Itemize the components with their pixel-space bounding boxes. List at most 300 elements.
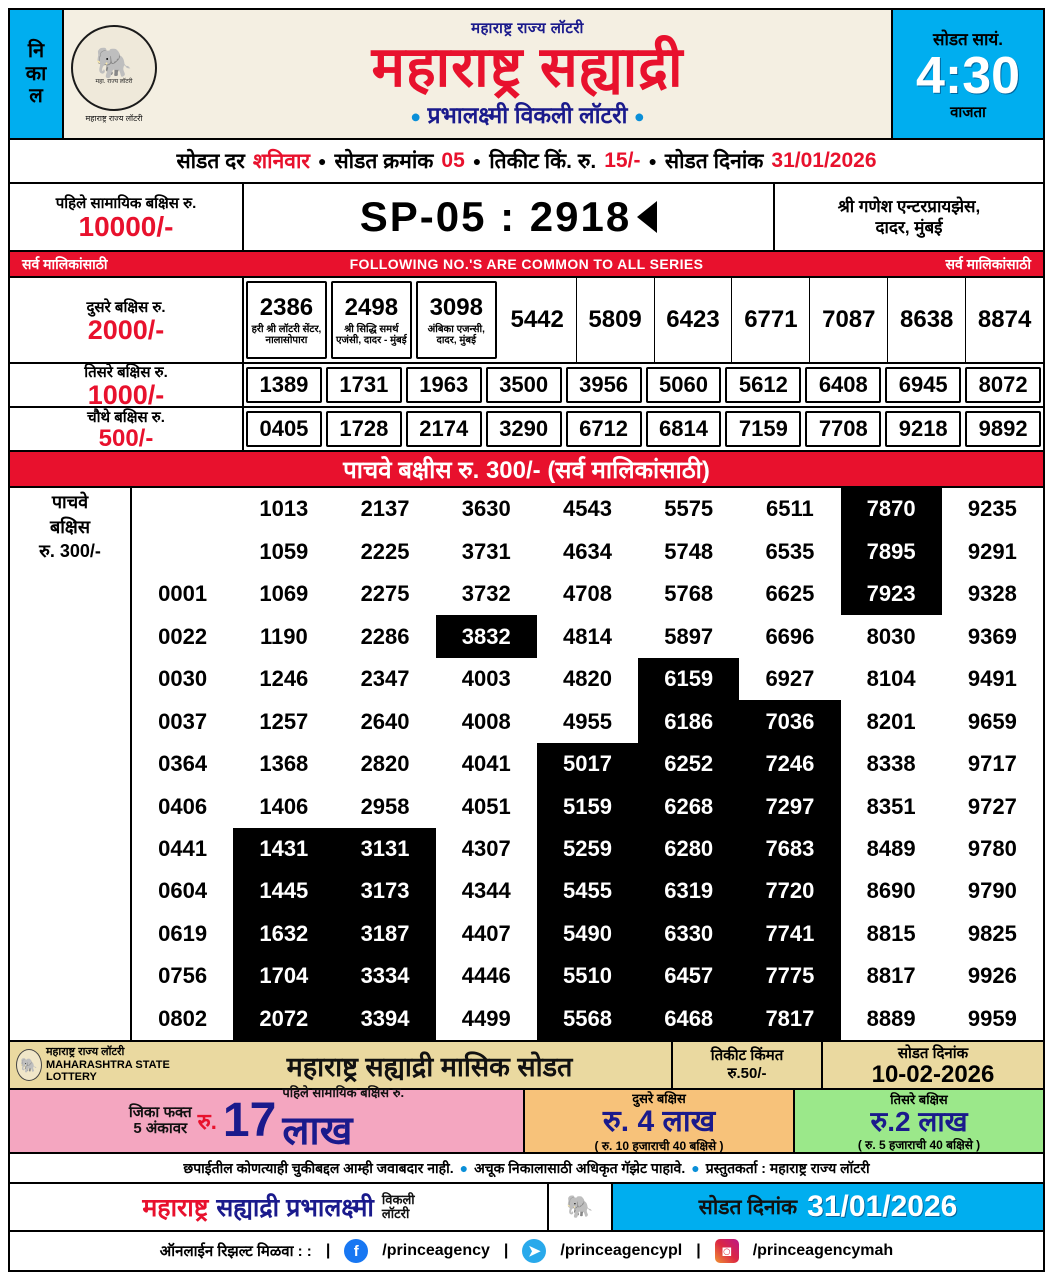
fourth-prize-number: 9892 xyxy=(978,416,1028,441)
fifth-prize-number: 6468 xyxy=(638,998,739,1040)
table-cell xyxy=(810,278,888,362)
fifth-prize-number: 1246 xyxy=(259,666,309,692)
disclaimer-text-a: छपाईतील कोणत्याही चुकीबद्दल आम्ही जवाबदार नाही. xyxy=(183,1159,454,1176)
common-right-text: सर्व मालिकांसाठी xyxy=(945,255,1031,272)
promo-rupee-label: रु. xyxy=(197,1109,217,1134)
second-prize-number: 2498 xyxy=(344,293,399,321)
third-prize-row xyxy=(10,364,1043,408)
second-prize-number: 8638 xyxy=(900,306,954,333)
fourth-prize-number: 1728 xyxy=(339,416,389,441)
draw-no-label: सोडत क्रमांक xyxy=(334,150,434,173)
monthly-prize-strip xyxy=(10,1085,1043,1154)
fifth-prize-number: 8201 xyxy=(866,708,916,734)
fifth-prize-number: 8338 xyxy=(866,751,916,777)
fifth-prize-number: 6159 xyxy=(638,658,739,700)
draw-info-bar xyxy=(10,140,1043,184)
scheme-subtitle-text: प्रभालक्ष्मी विकली लॉटरी xyxy=(427,101,628,128)
fourth-prize-number: 7708 xyxy=(818,416,868,441)
fifth-prize-number: 9659 xyxy=(967,708,1017,734)
fifth-prize-number: 9717 xyxy=(967,751,1017,777)
promo-only-label xyxy=(129,1105,192,1138)
fifth-prize-number: 1069 xyxy=(259,581,309,607)
third-prize-number: 5612 xyxy=(738,372,788,397)
fifth-prize-number: 7683 xyxy=(739,828,840,870)
table-cell xyxy=(732,278,810,362)
fifth-prize-number: 6511 xyxy=(766,496,814,522)
table-cell xyxy=(966,278,1043,362)
fifth-prize-number: 4407 xyxy=(461,920,511,946)
telegram-icon[interactable]: ➤ xyxy=(522,1239,546,1263)
fifth-prize-number: 1445 xyxy=(233,870,334,912)
fifth-prize-number: 9780 xyxy=(967,835,1017,861)
facebook-handle[interactable]: /princeagency xyxy=(382,1242,490,1259)
fifth-prize-number: 5259 xyxy=(537,828,638,870)
third-prize-amount: 1000/- xyxy=(87,379,165,410)
fifth-prize-number: 6280 xyxy=(638,828,739,870)
fifth-prize-number: 5768 xyxy=(664,581,714,607)
fifth-prize-number: 8815 xyxy=(866,920,916,946)
fifth-prize-column xyxy=(334,488,435,1040)
second-prize-number: 6423 xyxy=(666,306,720,333)
fifth-prize-number: 0406 xyxy=(158,793,208,819)
draw-time-label: सोडत सायं. xyxy=(933,29,1003,49)
fifth-prize-number: 9235 xyxy=(967,496,1017,522)
fifth-prize-column xyxy=(739,488,840,1040)
brand-name-part2: सह्याद्री प्रभालक्ष्मी xyxy=(216,1194,374,1222)
fifth-prize-number: 6268 xyxy=(638,785,739,827)
fifth-prize-banner: पाचवे बक्षीस रु. 300/- (सर्व मालिकांसाठी) xyxy=(10,452,1043,488)
draw-time-suffix: वाजता xyxy=(950,103,986,121)
table-cell xyxy=(577,278,655,362)
table-cell xyxy=(888,278,966,362)
fifth-prize-number: 2958 xyxy=(360,793,410,819)
fifth-prize-number: 6330 xyxy=(638,913,739,955)
second-promo-value: रु. 4 लाख xyxy=(602,1104,716,1138)
second-prize-number: 5809 xyxy=(588,306,642,333)
second-prize-promo xyxy=(525,1090,795,1152)
fourth-prize-number: 2174 xyxy=(419,416,469,441)
fourth-prize-numbers xyxy=(244,408,1043,450)
disclaimer-dot-1-icon: ● xyxy=(459,1160,469,1176)
fifth-prize-number-grid xyxy=(132,488,1043,1040)
fifth-prize-column xyxy=(132,488,233,1040)
draw-no-value: 05 xyxy=(441,149,465,172)
draw-date-label: सोडत दिनांक xyxy=(664,150,764,173)
fifth-prize-number: 3173 xyxy=(334,870,435,912)
bullet-right-icon: ● xyxy=(633,105,645,126)
fifth-prize-number: 1368 xyxy=(259,751,309,777)
fifth-prize-number: 2286 xyxy=(360,623,410,649)
fifth-prize-number: 2347 xyxy=(360,666,410,692)
table-cell xyxy=(246,411,322,447)
fifth-prize-number: 2072 xyxy=(233,998,334,1040)
fourth-prize-label-block xyxy=(10,408,244,450)
monthly-price-block xyxy=(671,1042,821,1088)
fifth-prize-number: 1013 xyxy=(259,496,309,522)
fifth-prize-number: 6252 xyxy=(638,743,739,785)
table-cell xyxy=(805,411,881,447)
fifth-prize-number: 9825 xyxy=(967,920,1017,946)
main-title: महाराष्ट्र सह्याद्री xyxy=(371,35,684,99)
third-prize-label: तिसरे बक्षिस रु. xyxy=(84,363,168,381)
fifth-prize-number: 5455 xyxy=(537,870,638,912)
fifth-prize-number: 3630 xyxy=(461,496,511,522)
fifth-prize-number: 5897 xyxy=(664,623,714,649)
fourth-prize-number: 3290 xyxy=(499,416,549,441)
nikal-label xyxy=(10,10,64,138)
third-prize-number: 1963 xyxy=(419,372,469,397)
common-left-text: सर्व मालिकांसाठी xyxy=(22,255,108,272)
fifth-prize-number: 5575 xyxy=(664,496,714,522)
table-cell xyxy=(646,411,722,447)
fifth-prize-number: 1257 xyxy=(259,708,309,734)
fifth-prize-number: 8489 xyxy=(866,835,916,861)
fourth-prize-number: 7159 xyxy=(738,416,788,441)
table-cell xyxy=(326,411,402,447)
fifth-prize-number: 5159 xyxy=(537,785,638,827)
fifth-prize-column xyxy=(841,488,942,1040)
promo-lakh-label: लाख xyxy=(282,1108,353,1153)
fifth-prize-number: 7895 xyxy=(841,530,942,572)
fifth-prize-number: 0022 xyxy=(158,623,208,649)
bullet-left-icon: ● xyxy=(410,105,422,126)
fifth-prize-number: 8690 xyxy=(866,878,916,904)
promo-caption: पहिले सामायिक बक्षिस रु. xyxy=(282,1085,405,1101)
first-prize-agent xyxy=(773,184,1043,250)
common-series-banner xyxy=(10,252,1043,278)
brand-name-part1: महाराष्ट्र xyxy=(142,1194,209,1222)
social-sep-3-icon: | xyxy=(696,1242,701,1259)
monthly-draw-strip xyxy=(10,1042,1043,1090)
draw-date-value: 31/01/2026 xyxy=(771,149,877,172)
first-prize-label-block xyxy=(10,184,244,250)
fifth-prize-number: 0756 xyxy=(158,963,208,989)
fifth-prize-number: 3131 xyxy=(334,828,435,870)
fifth-prize-number: 0802 xyxy=(158,1005,208,1031)
fifth-prize-number: 4008 xyxy=(461,708,511,734)
table-cell xyxy=(566,411,642,447)
common-mid-text: FOLLOWING NO.'S ARE COMMON TO ALL SERIES xyxy=(349,256,704,272)
fifth-prize-number: 2275 xyxy=(360,581,410,607)
fifth-prize-number: 9491 xyxy=(967,666,1017,692)
second-prize-agent: हरी श्री लॉटरी सेंटर, नालासोपारा xyxy=(251,323,322,346)
third-promo-value: रु.2 लाख xyxy=(870,1105,968,1137)
fifth-prize-number: 8889 xyxy=(866,1005,916,1031)
second-promo-title: दुसरे बक्षिस xyxy=(632,1090,686,1106)
fifth-prize-number: 6625 xyxy=(765,581,815,607)
ticket-price-value: 15/- xyxy=(604,149,641,172)
table-cell xyxy=(416,281,497,359)
third-prize-number: 3956 xyxy=(579,372,629,397)
fifth-prize-block xyxy=(10,488,1043,1042)
brand-date-value: 31/01/2026 xyxy=(807,1190,958,1223)
fifth-prize-number: 4051 xyxy=(461,793,511,819)
fifth-prize-number: 3732 xyxy=(461,581,511,607)
fifth-prize-column xyxy=(537,488,638,1040)
table-cell xyxy=(885,411,961,447)
brand-emblem-icon: 🐘 xyxy=(547,1184,613,1230)
second-prize-numbers xyxy=(244,278,1043,362)
monthly-logo-text: महाराष्ट्र राज्य लॉटरी MAHARASHTRA STATE LOTTERY xyxy=(45,1046,170,1084)
fifth-prize-number: 5568 xyxy=(537,998,638,1040)
fifth-prize-label-1: पाचवे xyxy=(51,492,89,512)
header xyxy=(10,10,1043,140)
fifth-prize-number: 4634 xyxy=(563,538,612,564)
fifth-prize-number: 9926 xyxy=(967,963,1017,989)
fifth-prize-number: 7246 xyxy=(739,743,840,785)
third-prize-number: 6945 xyxy=(898,372,948,397)
state-emblem-icon: 🐘 xyxy=(16,1049,42,1081)
fifth-prize-number: 7720 xyxy=(739,870,840,912)
fourth-prize-amount: 500/- xyxy=(98,425,154,452)
fifth-prize-number: 1704 xyxy=(233,955,334,997)
first-prize-row xyxy=(10,184,1043,252)
third-prize-number: 1731 xyxy=(339,372,389,397)
brand-bar xyxy=(10,1184,1043,1232)
ticket-price-label: तिकीट किं. रु. xyxy=(489,150,597,173)
fourth-prize-number: 9218 xyxy=(898,416,948,441)
fifth-prize-number: 0619 xyxy=(158,920,208,946)
first-prize-agent-line1: श्री गणेश एन्टरप्रायझेस, xyxy=(837,196,981,216)
third-promo-title: तिसरे बक्षिस xyxy=(890,1091,948,1107)
table-cell xyxy=(406,367,482,403)
fifth-prize-column xyxy=(942,488,1043,1040)
third-prize-number: 1389 xyxy=(259,372,309,397)
disclaimer-dot-2-icon: ● xyxy=(691,1160,700,1176)
fifth-prize-column xyxy=(638,488,739,1040)
fifth-prize-column xyxy=(436,488,537,1040)
fifth-prize-number: 6535 xyxy=(765,538,815,564)
fifth-prize-number: 4814 xyxy=(563,623,612,649)
social-sep-2-icon: | xyxy=(503,1242,509,1259)
fifth-prize-number: 4708 xyxy=(563,581,612,607)
promo-only-line1: जिका फक्त xyxy=(128,1103,192,1121)
second-promo-note: ( रु. 10 हजाराची 40 बक्षिसे ) xyxy=(594,1138,724,1153)
instagram-handle[interactable]: /princeagencymah xyxy=(752,1242,894,1259)
fifth-prize-number: 3832 xyxy=(436,615,537,657)
fifth-prize-number: 9727 xyxy=(967,793,1017,819)
third-prize-promo xyxy=(795,1090,1043,1152)
fifth-prize-number xyxy=(132,530,233,572)
fifth-prize-number: 3731 xyxy=(461,538,511,564)
fifth-prize-label-2: बक्षिस xyxy=(49,516,90,537)
fifth-prize-number: 5748 xyxy=(664,538,714,564)
social-bar xyxy=(10,1232,1043,1270)
second-prize-number: 6771 xyxy=(744,306,798,333)
fifth-prize-label-3: रु. 300/- xyxy=(39,541,101,562)
fifth-prize-number: 7297 xyxy=(739,785,840,827)
third-prize-number: 5060 xyxy=(659,372,708,397)
draw-day-label: सोडत दर xyxy=(176,150,245,173)
fifth-prize-number: 1632 xyxy=(233,913,334,955)
second-prize-number: 5442 xyxy=(510,306,564,333)
brand-name-part3: विकली लॉटरी xyxy=(381,1191,415,1221)
second-prize-agent: श्री सिद्धि समर्थ एजंसी, दादर - मुंबई xyxy=(336,323,407,346)
second-prize-number: 3098 xyxy=(429,293,483,321)
fifth-prize-number: 1406 xyxy=(259,793,309,819)
monthly-price-value: रु.50/- xyxy=(727,1065,767,1082)
draw-time-value: 4:30 xyxy=(915,46,1021,105)
fifth-prize-number: 7036 xyxy=(739,700,840,742)
fifth-prize-number: 7870 xyxy=(841,488,942,530)
fourth-prize-label: चौथे बक्षिस रु. xyxy=(87,409,165,426)
fifth-prize-number: 4344 xyxy=(461,878,511,904)
monthly-date-label: सोडत दिनांक xyxy=(897,1045,969,1062)
table-cell xyxy=(965,367,1041,403)
logo-caption: महाराष्ट्र राज्य लॉटरी xyxy=(85,113,143,123)
result-frame xyxy=(8,8,1045,1272)
fifth-prize-number: 5490 xyxy=(537,913,638,955)
instagram-icon[interactable]: ◙ xyxy=(715,1239,739,1263)
fifth-prize-number: 7923 xyxy=(841,573,942,615)
nikal-char-1: नि xyxy=(27,40,45,63)
social-sep-1-icon: | xyxy=(325,1242,331,1259)
fifth-prize-number: 2640 xyxy=(360,708,410,734)
table-cell xyxy=(246,281,327,359)
monthly-price-label: तिकीट किंमत xyxy=(710,1047,784,1064)
fifth-prize-number xyxy=(132,488,233,530)
fourth-prize-number: 6814 xyxy=(659,416,708,441)
fifth-prize-number: 0030 xyxy=(158,666,208,692)
brand-name-block xyxy=(10,1184,547,1230)
second-prize-amount: 2000/- xyxy=(87,314,165,345)
table-cell xyxy=(326,367,402,403)
fifth-prize-number: 8104 xyxy=(866,666,916,692)
table-cell xyxy=(246,367,322,403)
fifth-prize-number: 5510 xyxy=(537,955,638,997)
disclaimer-text-c: प्रस्तुतकर्ता : महाराष्ट्र राज्य लॉटरी xyxy=(705,1159,870,1176)
monthly-logo xyxy=(10,1042,188,1088)
fifth-prize-number: 1190 xyxy=(259,623,308,649)
third-prize-label-block xyxy=(10,363,244,410)
disclaimer-bar xyxy=(10,1154,1043,1184)
disclaimer-text-b: अचूक निकालासाठी अधिकृत गॅझेट पाहावे. xyxy=(474,1159,686,1176)
first-prize-agent-line2: दादर, मुंबई xyxy=(875,218,943,237)
facebook-icon[interactable]: f xyxy=(344,1239,368,1263)
separator-dot-3-icon: ● xyxy=(648,153,657,169)
second-prize-number: 7087 xyxy=(822,306,876,333)
nikal-char-3: ल xyxy=(29,85,43,108)
fourth-prize-number: 0405 xyxy=(259,416,309,441)
promo-only-line2: 5 अंकावर xyxy=(133,1120,188,1137)
monthly-date-value: 10-02-2026 xyxy=(871,1061,995,1088)
fifth-prize-number: 2225 xyxy=(360,538,410,564)
separator-dot-1-icon: ● xyxy=(317,153,327,169)
first-prize-number-block xyxy=(244,184,773,250)
fifth-prize-number: 6319 xyxy=(638,870,739,912)
table-cell xyxy=(566,367,642,403)
table-cell xyxy=(646,367,722,403)
third-prize-numbers xyxy=(244,364,1043,406)
fifth-prize-number: 6186 xyxy=(638,700,739,742)
fifth-prize-label-block xyxy=(10,488,132,1040)
table-cell xyxy=(725,411,801,447)
fifth-prize-number: 9369 xyxy=(967,623,1017,649)
fifth-prize-number: 7775 xyxy=(739,955,840,997)
table-cell xyxy=(331,281,412,359)
first-prize-label: पहिले सामायिक बक्षिस रु. xyxy=(55,195,197,212)
fifth-prize-number: 4543 xyxy=(563,496,612,522)
fifth-prize-number: 9328 xyxy=(967,581,1017,607)
fifth-prize-number: 4446 xyxy=(461,963,511,989)
table-cell xyxy=(655,278,733,362)
fifth-prize-number: 4003 xyxy=(461,666,511,692)
first-prize-amount: 10000/- xyxy=(78,211,174,242)
draw-time-box xyxy=(891,10,1043,138)
fourth-prize-number: 6712 xyxy=(579,416,629,441)
separator-dot-2-icon: ● xyxy=(472,153,482,169)
brand-date-block xyxy=(613,1184,1043,1230)
table-cell xyxy=(885,367,961,403)
table-cell xyxy=(725,367,801,403)
fifth-prize-number: 4499 xyxy=(461,1005,511,1031)
second-prize-label: दुसरे बक्षिस रु. xyxy=(86,298,166,316)
telegram-handle[interactable]: /princeagencypl xyxy=(560,1242,683,1259)
fifth-prize-column xyxy=(233,488,334,1040)
pointer-arrow-icon xyxy=(637,201,657,233)
fifth-prize-number: 4820 xyxy=(563,666,612,692)
fifth-prize-number: 0364 xyxy=(158,751,208,777)
fifth-prize-number: 4955 xyxy=(563,708,612,734)
table-cell xyxy=(486,411,562,447)
fifth-prize-number: 9291 xyxy=(967,538,1017,564)
fourth-prize-row xyxy=(10,408,1043,452)
first-prize-promo xyxy=(10,1085,525,1153)
fifth-prize-number: 0001 xyxy=(158,581,208,607)
second-prize-agent: अंबिका एजन्सी, दादर, मुंबई xyxy=(427,323,485,346)
brand-date-label: सोडत दिनांक xyxy=(698,1196,798,1219)
fifth-prize-number: 1431 xyxy=(233,828,334,870)
fifth-prize-number: 7741 xyxy=(739,913,840,955)
table-cell xyxy=(965,411,1041,447)
scheme-subtitle xyxy=(410,98,645,130)
fifth-prize-number: 0037 xyxy=(158,708,208,734)
second-prize-number: 8874 xyxy=(977,306,1032,333)
state-lottery-logo xyxy=(64,10,164,138)
fifth-prize-number: 3334 xyxy=(334,955,435,997)
second-prize-label-block xyxy=(10,278,244,362)
table-cell xyxy=(406,411,482,447)
fifth-prize-number: 7817 xyxy=(739,998,840,1040)
fifth-prize-number: 4307 xyxy=(461,835,511,861)
fifth-prize-number: 0604 xyxy=(158,878,208,904)
fifth-prize-number: 8030 xyxy=(866,623,916,649)
fifth-prize-number: 6927 xyxy=(765,666,815,692)
fifth-prize-number: 4041 xyxy=(461,751,511,777)
fifth-prize-number: 2137 xyxy=(360,496,410,522)
social-label: ऑनलाईन रिझल्ट मिळवा : : xyxy=(159,1243,312,1260)
emblem-inner-text: महा. राज्य लॉटरी xyxy=(95,79,133,86)
third-prize-number: 3500 xyxy=(499,372,549,397)
fifth-prize-number: 6457 xyxy=(638,955,739,997)
fifth-prize-number: 2820 xyxy=(360,751,410,777)
table-cell xyxy=(499,278,577,362)
draw-day-value: शनिवार xyxy=(252,150,310,173)
nikal-char-2: का xyxy=(25,62,47,85)
promo-amount: 17 xyxy=(222,1094,277,1147)
fifth-prize-number: 9790 xyxy=(967,878,1017,904)
fifth-prize-number: 6696 xyxy=(765,623,815,649)
fifth-prize-number: 9959 xyxy=(967,1005,1017,1031)
table-cell xyxy=(486,367,562,403)
fifth-prize-number: 3187 xyxy=(334,913,435,955)
fifth-prize-number: 0441 xyxy=(158,835,208,861)
third-prize-number: 6408 xyxy=(818,372,868,397)
title-block xyxy=(164,10,891,138)
fifth-prize-number: 1059 xyxy=(259,538,309,564)
fifth-prize-number: 8817 xyxy=(866,963,916,989)
fifth-prize-number: 5017 xyxy=(537,743,638,785)
